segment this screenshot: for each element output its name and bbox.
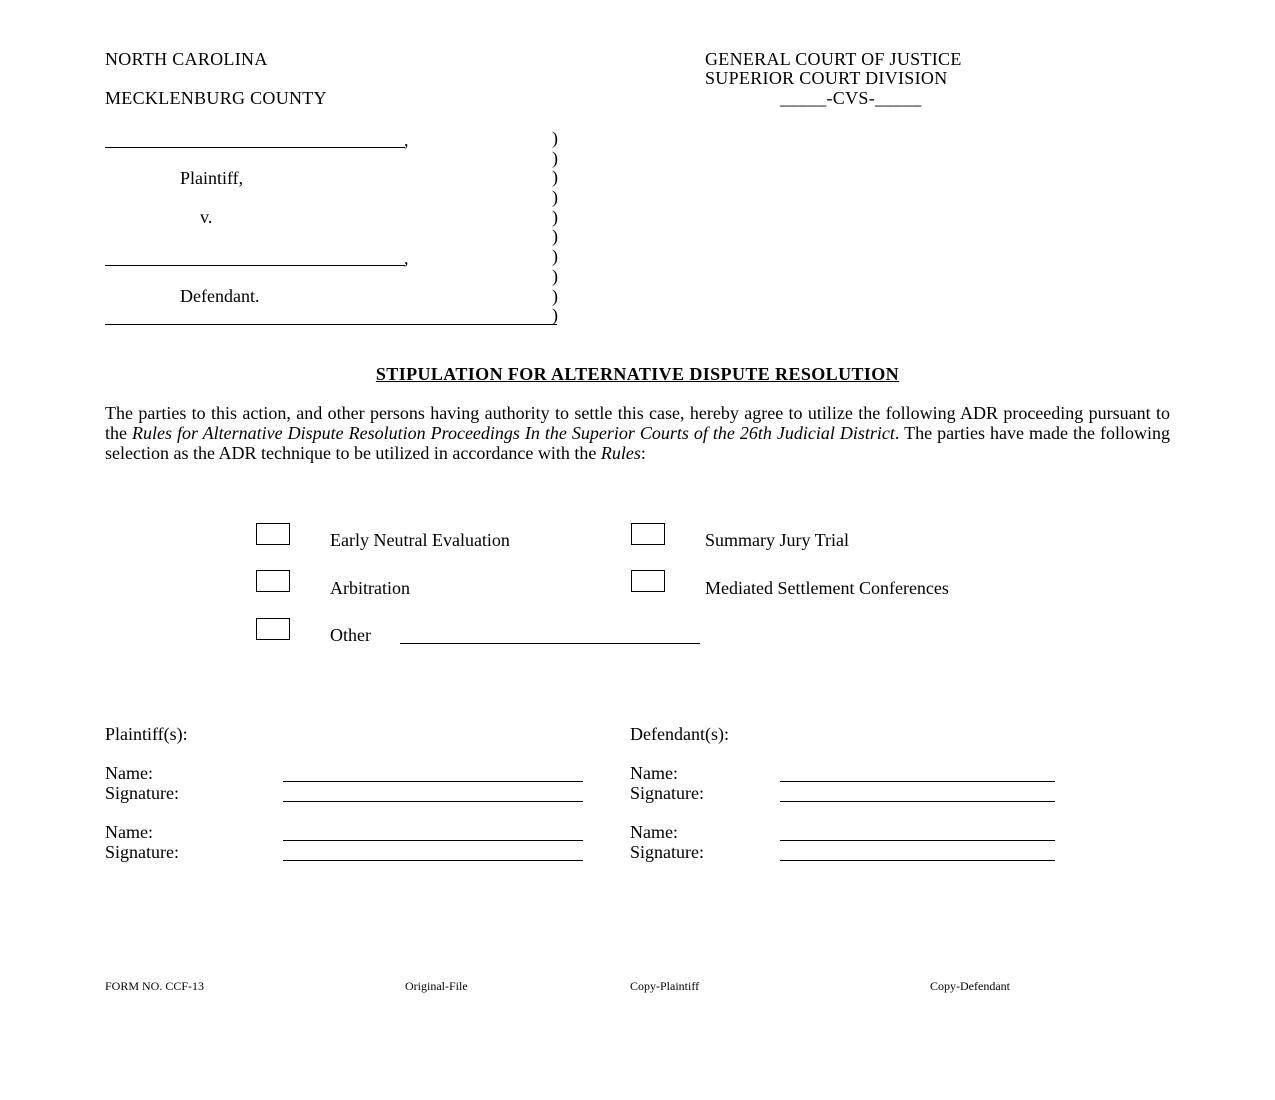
paren: ) <box>552 226 558 247</box>
county-heading: MECKLENBURG COUNTY <box>105 88 327 108</box>
footer-copy-defendant: Copy-Defendant <box>930 979 1010 993</box>
plaintiff-1-signature-label: Signature: <box>105 783 179 803</box>
plaintiff-name-line[interactable] <box>105 147 405 148</box>
arbitration-label: Arbitration <box>330 578 410 598</box>
early-neutral-checkbox[interactable] <box>256 523 290 545</box>
paren: ) <box>552 285 558 306</box>
rules-word: Rules <box>600 442 641 463</box>
plaintiff-2-name-label: Name: <box>105 822 153 842</box>
case-number: _____-CVS-_____ <box>780 88 922 108</box>
other-label: Other <box>330 625 371 645</box>
paren: ) <box>552 206 558 227</box>
paren: ) <box>552 167 558 188</box>
plaintiff-1-name-label: Name: <box>105 763 153 783</box>
defendant-label: Defendant. <box>180 286 260 306</box>
paren: ) <box>552 246 558 267</box>
other-checkbox[interactable] <box>256 618 290 640</box>
defendant-1-name-label: Name: <box>630 763 678 783</box>
division-heading: SUPERIOR COURT DIVISION <box>705 68 948 88</box>
plaintiff-2-signature-line[interactable] <box>283 860 583 861</box>
plaintiff-1-signature-line[interactable] <box>283 801 583 802</box>
body-part-1: The parties to this action, and other persons having authority to settle this case, hereby agree to utilize the following ADR proceeding pursuant to the <box>105 403 1170 443</box>
paren: ) <box>552 128 558 148</box>
defendant-1-name-line[interactable] <box>780 781 1055 782</box>
defendant-2-signature-line[interactable] <box>780 860 1055 861</box>
plaintiff-comma: , <box>404 130 409 150</box>
summary-jury-label: Summary Jury Trial <box>705 530 850 550</box>
footer-copy-plaintiff: Copy-Plaintiff <box>630 979 700 993</box>
defendant-comma: , <box>404 248 409 268</box>
body-part-3: : <box>640 442 646 463</box>
paren: ) <box>552 147 558 168</box>
defendants-header: Defendant(s): <box>630 724 729 744</box>
plaintiff-1-name-line[interactable] <box>283 781 583 782</box>
summary-jury-checkbox[interactable] <box>631 523 665 545</box>
plaintiff-2-signature-label: Signature: <box>105 842 179 862</box>
footer-original: Original-File <box>405 979 468 993</box>
rules-title: Rules for Alternative Dispute Resolution Proceedings In the Superior Courts of the 26th Judicial District <box>132 422 895 443</box>
form-number: FORM NO. CCF-13 <box>105 979 205 993</box>
defendant-2-name-label: Name: <box>630 822 678 842</box>
document-title <box>0 364 1275 385</box>
other-blank-line[interactable] <box>400 643 700 644</box>
body-paragraph <box>105 404 1170 463</box>
paren: ) <box>552 305 558 326</box>
paren: ) <box>552 187 558 208</box>
paren: ) <box>552 265 558 286</box>
plaintiff-2-name-line[interactable] <box>283 840 583 841</box>
mediated-label: Mediated Settlement Conferences <box>705 578 949 598</box>
early-neutral-label: Early Neutral Evaluation <box>330 530 510 550</box>
plaintiff-label: Plaintiff, <box>180 168 244 188</box>
defendant-1-signature-label: Signature: <box>630 783 704 803</box>
state-heading: NORTH CAROLINA <box>105 49 268 69</box>
document-title-text: STIPULATION FOR ALTERNATIVE DISPUTE RESOLUTION <box>375 364 900 384</box>
mediated-checkbox[interactable] <box>631 570 665 592</box>
defendant-2-signature-label: Signature: <box>630 842 704 862</box>
court-heading: GENERAL COURT OF JUSTICE <box>705 49 962 69</box>
plaintiffs-header: Plaintiff(s): <box>105 724 188 744</box>
defendant-2-name-line[interactable] <box>780 840 1055 841</box>
caption-paren-column <box>552 129 558 326</box>
versus-label: v. <box>200 207 213 227</box>
defendant-1-signature-line[interactable] <box>780 801 1055 802</box>
body-part-2: . The parties have made the following selection as the ADR technique to be utilized in accordance with the <box>105 422 1170 463</box>
caption-bottom-line <box>105 324 557 325</box>
arbitration-checkbox[interactable] <box>256 570 290 592</box>
defendant-name-line[interactable] <box>105 265 405 266</box>
